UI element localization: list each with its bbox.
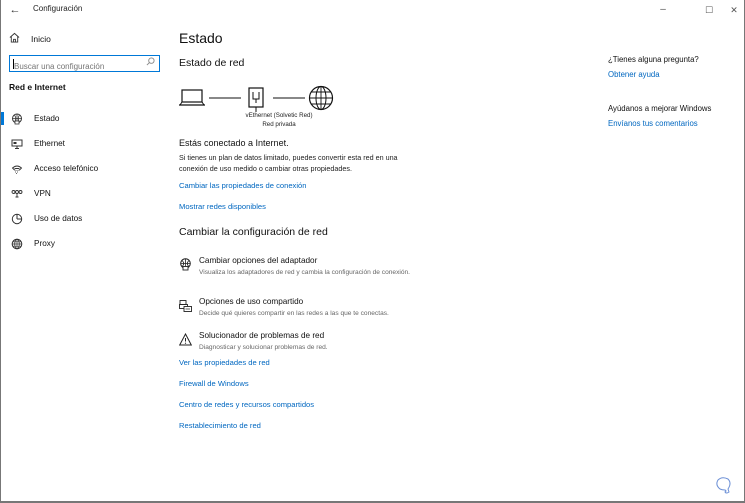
improve-heading: Ayúdanos a mejorar Windows <box>608 104 712 113</box>
sidebar-item-label: Estado <box>34 114 60 123</box>
sidebar-item-estado[interactable] <box>1 106 166 131</box>
ethernet-monitor-icon <box>10 138 23 150</box>
sharing-printer-icon <box>179 299 192 312</box>
warning-triangle-icon <box>179 333 192 346</box>
sidebar-item-ethernet[interactable] <box>1 131 166 156</box>
data-usage-icon <box>10 213 23 225</box>
laptop-icon <box>179 90 205 105</box>
minimize-button[interactable]: – <box>660 4 666 15</box>
section-title: Red e Internet <box>9 82 66 92</box>
option-description: Decide qué quieres compartir en las redes a las que te conectas. <box>199 310 389 317</box>
sidebar-item-vpn[interactable] <box>1 181 166 206</box>
network-reset-link[interactable]: Restablecimiento de red <box>179 421 261 430</box>
dialup-phone-icon <box>10 163 23 175</box>
sidebar-item-acceso-telefonico[interactable] <box>1 156 166 181</box>
change-network-heading: Cambiar la configuración de red <box>179 226 328 238</box>
connection-status: Estás conectado a Internet. <box>179 138 289 148</box>
home-label: Inicio <box>31 34 51 44</box>
connection-description: Si tienes un plan de datos limitado, puedes convertir esta red en una conexión de uso medido o cambiar otras propiedades. <box>179 153 398 173</box>
search-box[interactable] <box>9 55 160 72</box>
change-connection-properties-link[interactable]: Cambiar las propiedades de conexión <box>179 181 307 190</box>
text-caret <box>13 59 14 69</box>
option-title: Opciones de uso compartido <box>199 297 304 306</box>
window-title: Configuración <box>33 4 83 13</box>
page-title: Estado <box>179 30 223 46</box>
view-network-properties-link[interactable]: Ver las propiedades de red <box>179 358 270 367</box>
status-globe-icon <box>10 113 23 125</box>
network-type: Red privada <box>262 121 296 128</box>
sidebar-item-label: Ethernet <box>34 139 65 148</box>
sharing-options-item[interactable] <box>179 297 419 327</box>
sidebar-item-label: Acceso telefónico <box>34 164 99 173</box>
troubleshooter-item[interactable] <box>179 331 419 361</box>
vpn-icon <box>10 188 23 200</box>
option-description: Visualiza los adaptadores de red y cambia la configuración de conexión. <box>199 269 411 276</box>
home-icon <box>9 32 23 46</box>
network-status-heading: Estado de red <box>179 57 245 69</box>
nav-list <box>1 106 166 256</box>
question-heading: ¿Tienes alguna pregunta? <box>608 55 699 64</box>
proxy-globe-icon <box>10 238 23 250</box>
network-diagram-graphic <box>179 84 349 114</box>
send-feedback-link[interactable]: Envíanos tus comentarios <box>608 119 698 128</box>
adapter-icon <box>249 88 263 112</box>
sidebar <box>1 20 166 500</box>
show-available-networks-link[interactable]: Mostrar redes disponibles <box>179 202 266 211</box>
maximize-button[interactable]: ☐ <box>704 5 714 15</box>
title-bar <box>1 0 744 20</box>
watermark-logo-icon <box>714 475 736 497</box>
option-description: Diagnosticar y solucionar problemas de red. <box>199 344 328 351</box>
network-sharing-center-link[interactable]: Centro de redes y recursos compartidos <box>179 400 315 409</box>
network-diagram <box>179 84 349 134</box>
option-title: Cambiar opciones del adaptador <box>199 256 318 265</box>
sidebar-item-uso-de-datos[interactable] <box>1 206 166 231</box>
sidebar-item-proxy[interactable] <box>1 231 166 256</box>
option-title: Solucionador de problemas de red <box>199 331 325 340</box>
search-input[interactable] <box>10 59 140 74</box>
network-name: vEthernet (Solvetic Red) <box>245 112 313 119</box>
sidebar-item-label: Uso de datos <box>34 214 83 223</box>
home-link[interactable] <box>9 32 51 46</box>
get-help-link[interactable]: Obtener ayuda <box>608 70 660 79</box>
internet-globe-icon <box>310 87 333 110</box>
sidebar-item-label: Proxy <box>34 239 55 248</box>
windows-firewall-link[interactable]: Firewall de Windows <box>179 379 249 388</box>
sidebar-item-label: VPN <box>34 189 51 198</box>
search-icon[interactable] <box>146 57 155 68</box>
adapter-options-item[interactable] <box>179 256 419 286</box>
adapter-globe-icon <box>179 258 192 271</box>
back-arrow-icon[interactable]: ← <box>9 4 21 16</box>
close-button[interactable]: ✕ <box>730 5 738 15</box>
